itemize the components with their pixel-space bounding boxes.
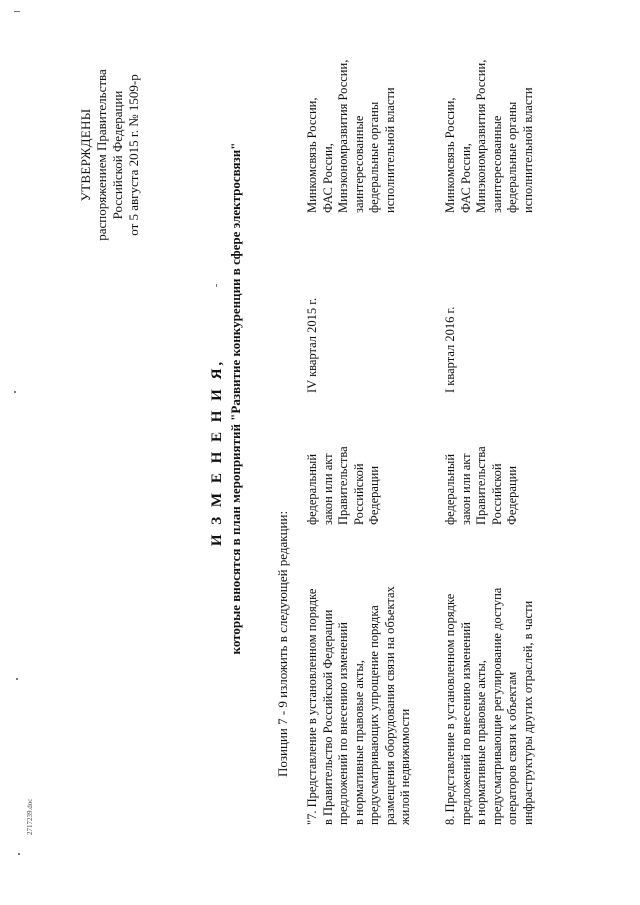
row-description <box>305 535 414 825</box>
approval-line-2: Российской Федерации <box>110 90 125 220</box>
text-line: Правительства <box>336 446 350 525</box>
text-line: закон или акт <box>458 453 473 525</box>
text-line: заинтересованные <box>351 115 366 213</box>
text-line: в нормативные правовые акты, <box>351 660 366 825</box>
text-line: федеральный <box>443 453 457 525</box>
row-deadline: IV квартал 2015 г. <box>305 297 319 393</box>
text-line: предусматривающие регулирование доступа <box>489 587 504 825</box>
scan-speck <box>18 853 20 855</box>
scan-speck <box>14 391 16 393</box>
text-line: Минэкономразвития России, <box>474 59 488 213</box>
text-line: ФАС России, <box>320 143 335 213</box>
text-line: Правительства <box>474 446 488 525</box>
scan-speck <box>14 11 20 12</box>
title-main: И З М Е Н Е Н И Я, <box>209 358 225 547</box>
text-line: Минкомсвязь России, <box>443 97 457 213</box>
row-document-type <box>305 407 383 525</box>
row-executors <box>443 13 536 213</box>
text-line: ФАС России, <box>458 143 473 213</box>
text-line: в Правительство Российской Федерации <box>320 609 335 825</box>
text-line: предусматривающих упрощение порядка <box>367 605 381 825</box>
text-line: размещения оборудования связи на объектах <box>382 586 397 825</box>
approval-line-1: распоряжением Правительства <box>94 69 109 241</box>
text-line: предложений по внесению изменений <box>336 622 350 825</box>
text-line: исполнительной власти <box>520 87 535 213</box>
text-line: операторов связи к объектам <box>505 671 519 825</box>
text-line: 8. Представление в установленном порядке <box>443 593 457 825</box>
text-line: Федерации <box>505 465 519 525</box>
text-line: Российской <box>489 463 504 525</box>
file-code: 2717239.doc <box>26 798 34 835</box>
text-line: федеральные органы <box>505 101 519 213</box>
row-description <box>443 535 536 825</box>
text-line: "7. Представление в установленном порядке <box>305 588 319 825</box>
scan-speck <box>216 284 217 287</box>
row-deadline: I квартал 2016 г. <box>443 306 457 393</box>
intro-text: Позиции 7 - 9 изложить в следующей редакции: <box>275 510 290 777</box>
document-title <box>208 0 244 905</box>
row-executors <box>305 13 398 213</box>
title-subtitle: которые вносятся в план мероприятий "Развитие конкуренции в сфере электросвязи" <box>228 142 243 655</box>
text-line: федеральный <box>305 453 319 525</box>
approval-stamp <box>78 30 142 280</box>
text-line: федеральные органы <box>367 101 381 213</box>
text-line: исполнительной власти <box>382 87 397 213</box>
text-line: Федерации <box>367 465 381 525</box>
row-document-type <box>443 407 521 525</box>
text-line: инфраструктуры других отраслей, в части <box>520 600 535 825</box>
text-line: Минкомсвязь России, <box>305 97 319 213</box>
text-line: жилой недвижимости <box>398 708 412 825</box>
approval-line-3: от 5 августа 2015 г. № 1509-р <box>126 74 141 236</box>
approval-heading: УТВЕРЖДЕНЫ <box>78 108 93 202</box>
text-line: закон или акт <box>320 453 335 525</box>
text-line: в нормативные правовые акты, <box>474 660 488 825</box>
text-line: Российской <box>351 463 366 525</box>
text-line: Минэкономразвития России, <box>336 59 350 213</box>
text-line: предложений по внесению изменений <box>458 622 473 825</box>
scan-speck <box>16 678 18 680</box>
text-line: заинтересованные <box>489 115 504 213</box>
